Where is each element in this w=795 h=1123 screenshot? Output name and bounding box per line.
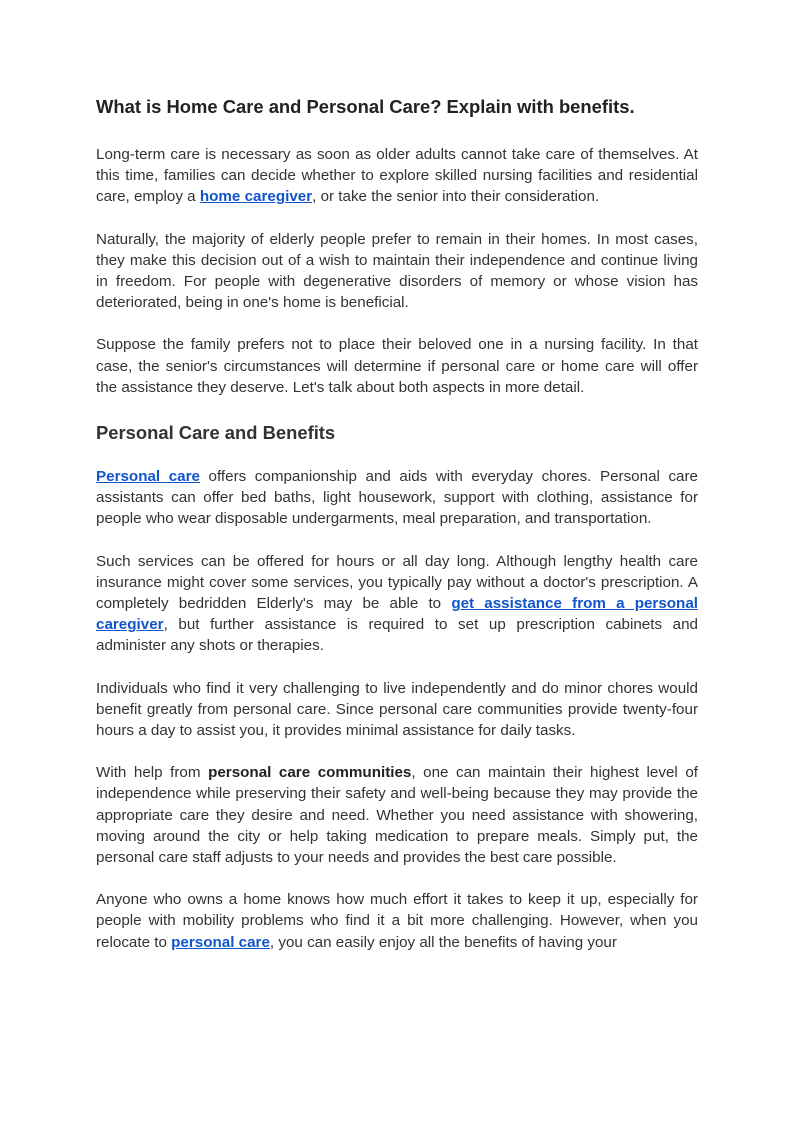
- text-span: Long-term care is necessary as soon as older adults cannot take care of themselves. At this time, families can decide whether to explore skilled nursing facilities and residential care, employ a: [96, 146, 698, 206]
- personal-caregiver-link[interactable]: get assistance from a personal caregiver: [96, 595, 698, 634]
- text-span: offers companionship and aids with everyday chores. Personal care assistants can offer bed baths, light housework, support with clothing, assistance for people who wear disposable undergarments, meal preparation, and transportation.: [96, 468, 698, 528]
- personal-paragraph-1: [96, 466, 698, 530]
- text-span: , you can easily enjoy all the benefits of having your: [269, 933, 617, 951]
- personal-care-link[interactable]: Personal care: [96, 468, 200, 486]
- section-heading-personal-care: Personal Care and Benefits: [96, 422, 336, 444]
- personal-paragraph-4: [96, 762, 698, 868]
- personal-care-link-2[interactable]: personal care: [171, 933, 270, 951]
- page-title: What is Home Care and Personal Care? Explain with benefits.: [96, 96, 635, 117]
- text-span: With help from: [96, 764, 209, 782]
- text-span: , but further assistance is required to set up prescription cabinets and administer any shots or therapies.: [96, 616, 698, 655]
- text-span: Anyone who owns a home knows how much effort it takes to keep it up, especially for people with mobility problems who find it a bit more challenging. However, when you relocate to: [96, 891, 698, 951]
- document-page: [96, 94, 698, 974]
- personal-paragraph-5: [96, 889, 698, 953]
- intro-paragraph-1: [96, 144, 698, 208]
- intro-paragraph-2: Naturally, the majority of elderly people prefer to remain in their homes. In most cases, they make this decision out of a wish to maintain their independence and continue living in freedom. For people with degenerative disorders of memory or whose vision has deteriorated, being in one's home is beneficial.: [96, 230, 698, 312]
- personal-paragraph-3: Individuals who find it very challenging to live independently and do minor chores would benefit greatly from personal care. Since personal care communities provide twenty-four hours a day to assist you, it provides minimal assistance for daily tasks.: [96, 679, 698, 740]
- home-caregiver-link[interactable]: home caregiver: [199, 188, 313, 206]
- intro-paragraph-3: Suppose the family prefers not to place their beloved one in a nursing facility. In that case, the senior's circumstances will determine if personal care or home care will offer the assistance they deserve. Let's talk about both aspects in more detail.: [96, 336, 698, 396]
- personal-paragraph-2: [96, 551, 698, 657]
- bold-phrase: personal care communities: [208, 764, 412, 782]
- text-span: Such services can be offered for hours or all day long. Although lengthy health care insurance might cover some services, you typically pay without a doctor's prescription. A completely bedridden Elderly's may be able to: [96, 552, 698, 613]
- text-span: , one can maintain their highest level of independence while preserving their safety and well-being because they may provide the appropriate care they desire and need. Whether you need assistance with showering, moving around the city or help taking medication to prepare meals. Simply put, the personal care staff adjusts to your needs and provides the best care possible.: [96, 764, 698, 867]
- text-span: , or take the senior into their consideration.: [312, 188, 600, 206]
